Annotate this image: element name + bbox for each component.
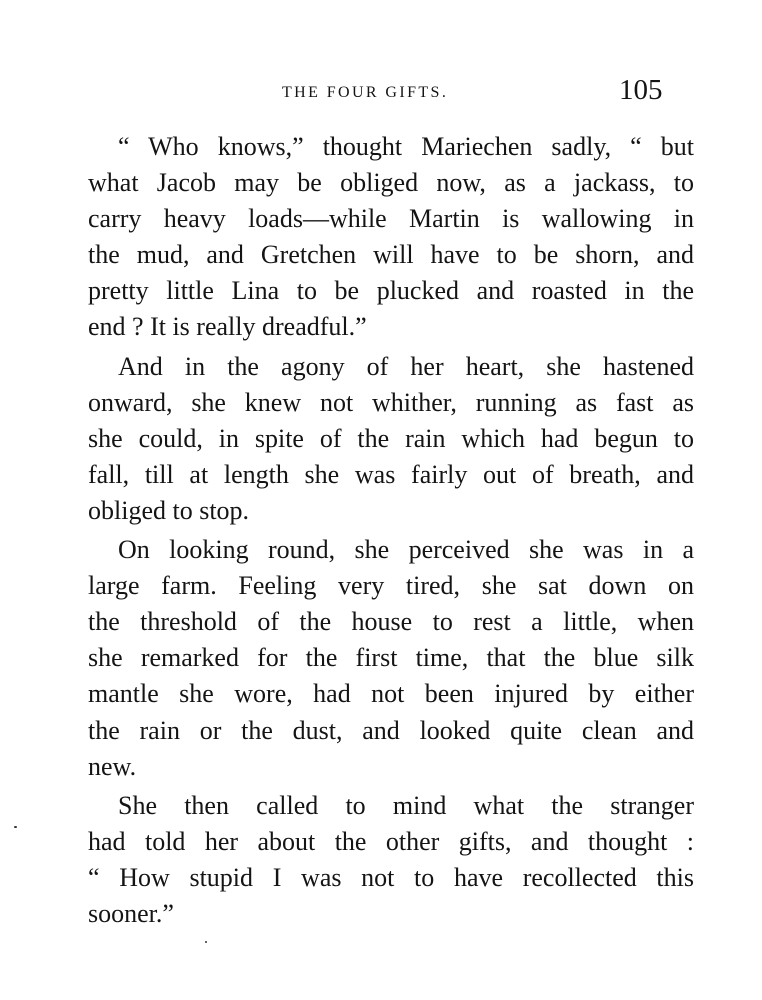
text-line: obliged to stop. bbox=[88, 495, 250, 525]
text-line: the threshold of the house to rest a little, when bbox=[88, 607, 694, 637]
running-head-title: THE FOUR GIFTS. bbox=[282, 84, 449, 101]
paragraph-4 bbox=[88, 788, 694, 932]
body-text bbox=[88, 129, 694, 935]
text-line: mantle she wore, had not been injured by either bbox=[88, 679, 694, 709]
paragraph-3 bbox=[88, 532, 694, 785]
print-speck bbox=[205, 941, 207, 943]
text-line: carry heavy loads—while Martin is wallowing in bbox=[88, 204, 694, 234]
text-line: she could, in spite of the rain which had begun to bbox=[88, 423, 694, 453]
text-line: onward, she knew not whither, running as fast as bbox=[88, 387, 694, 417]
paragraph-1 bbox=[88, 129, 694, 346]
text-line: end ? It is really dreadful.” bbox=[88, 312, 367, 342]
text-line: She then called to mind what the stranger bbox=[118, 790, 694, 820]
text-line: pretty little Lina to be plucked and roasted in the bbox=[88, 276, 694, 306]
print-speck bbox=[14, 826, 17, 828]
text-line: the mud, and Gretchen will have to be shorn, and bbox=[88, 240, 694, 270]
text-line: what Jacob may be obliged now, as a jackass, to bbox=[88, 168, 694, 198]
text-line: the rain or the dust, and looked quite clean and bbox=[88, 715, 694, 745]
text-line: had told her about the other gifts, and thought : bbox=[88, 826, 694, 856]
text-line: sooner.” bbox=[88, 898, 174, 928]
text-line: fall, till at length she was fairly out of breath, and bbox=[88, 459, 694, 489]
text-line: new. bbox=[88, 751, 137, 781]
text-line: “ Who knows,” thought Mariechen sadly, “ but bbox=[118, 132, 694, 161]
text-line: On looking round, she perceived she was in a bbox=[118, 535, 694, 565]
text-line: “ How stupid I was not to have recollected this bbox=[88, 862, 694, 892]
text-line: she remarked for the first time, that the blue silk bbox=[88, 643, 694, 673]
text-line: large farm. Feeling very tired, she sat down on bbox=[88, 571, 694, 601]
page-number: 105 bbox=[619, 74, 663, 106]
text-line: And in the agony of her heart, she hastened bbox=[118, 351, 694, 381]
paragraph-2 bbox=[88, 349, 694, 529]
